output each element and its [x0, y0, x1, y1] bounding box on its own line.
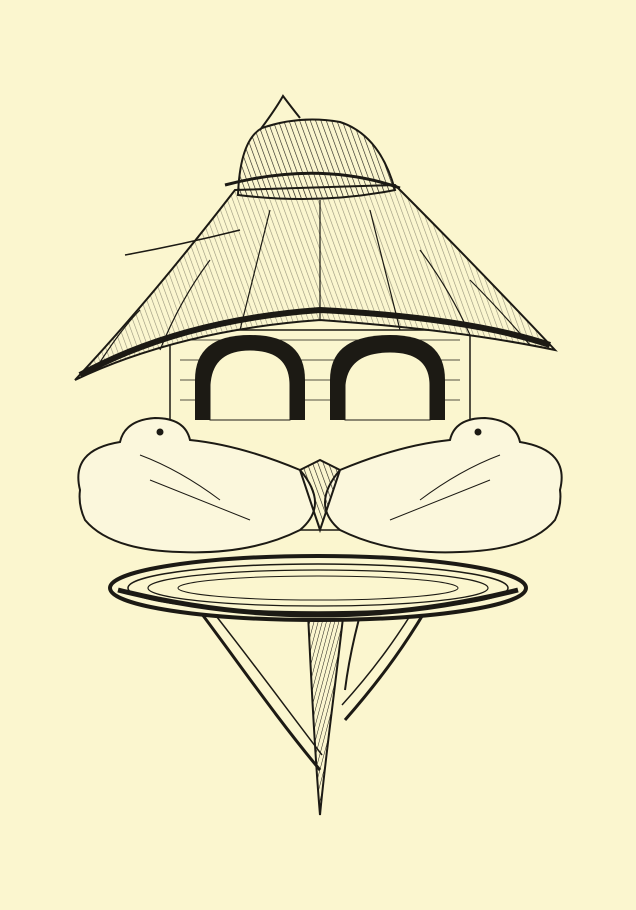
bound-top-tuft [238, 120, 395, 199]
platform [110, 556, 526, 620]
